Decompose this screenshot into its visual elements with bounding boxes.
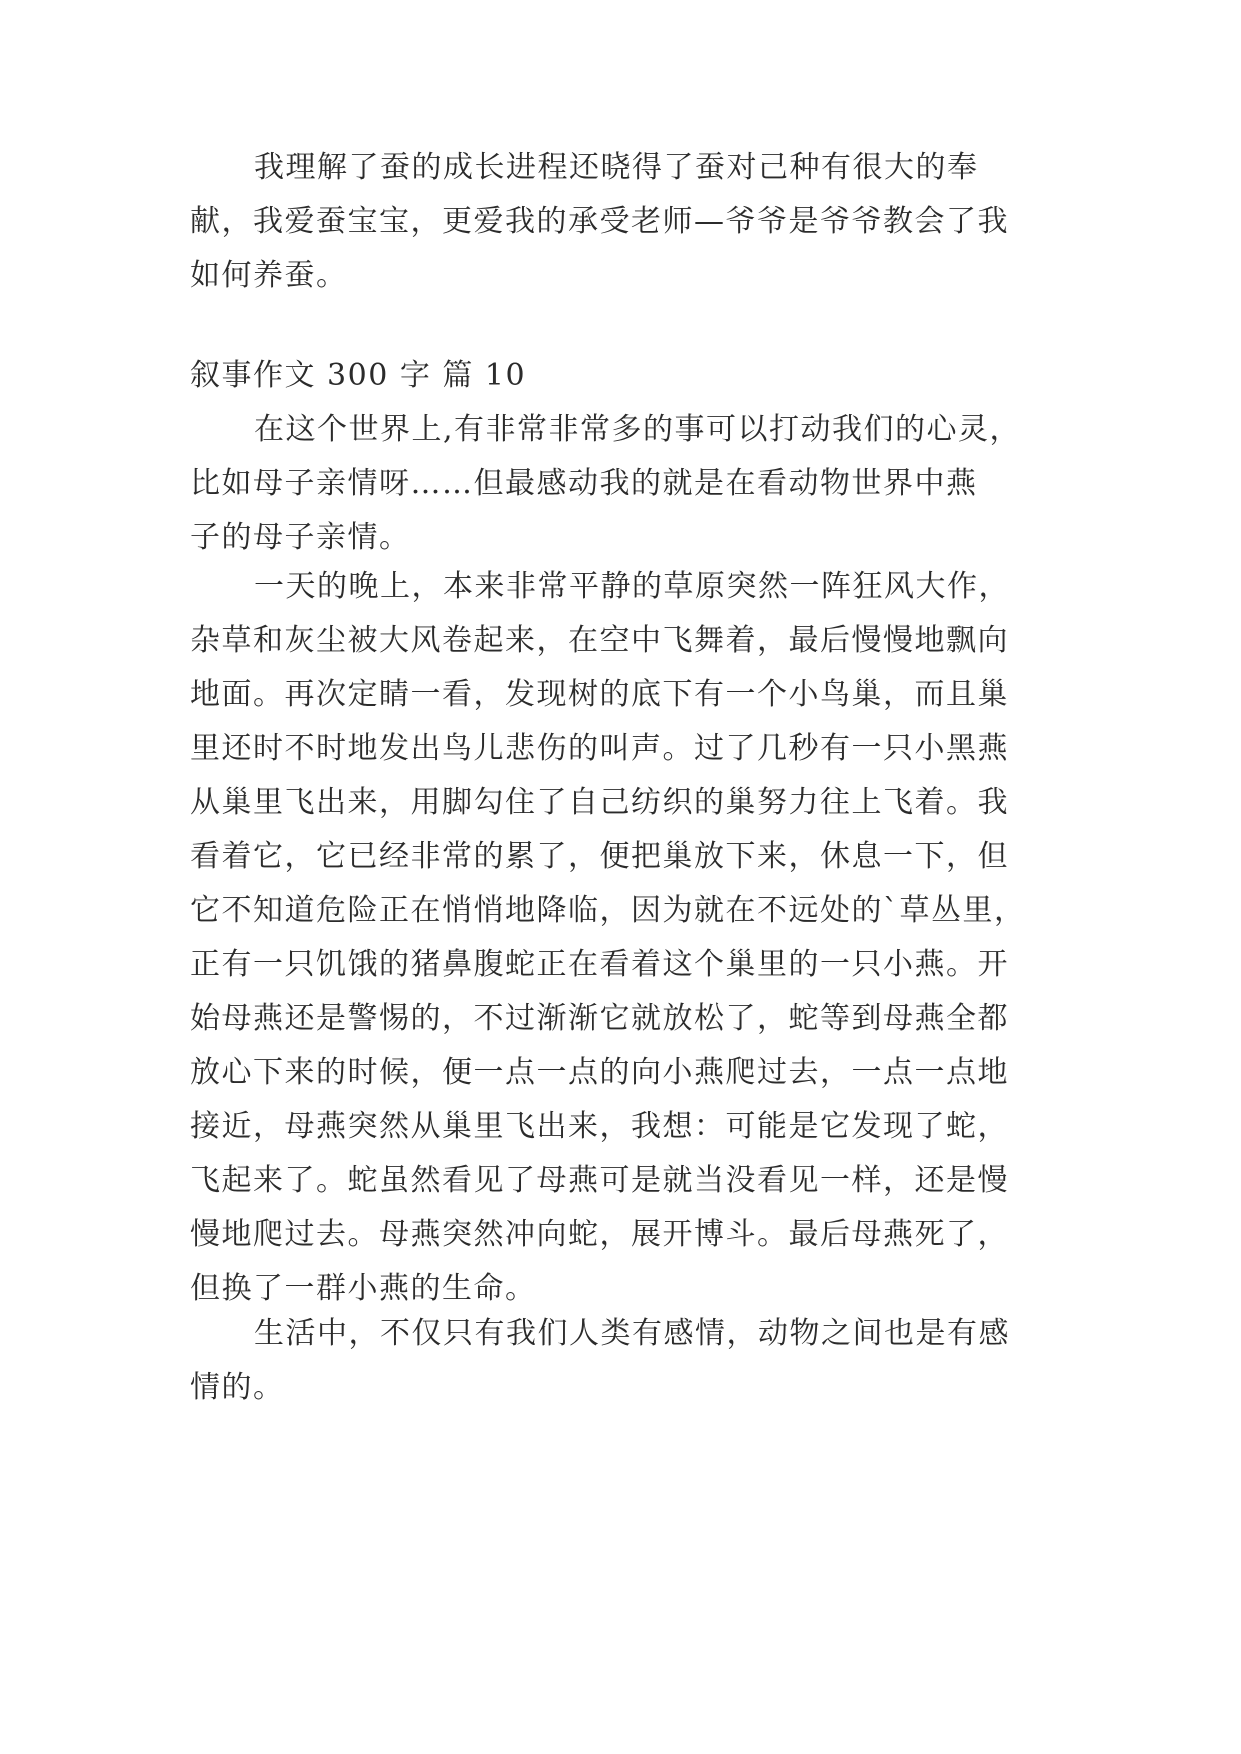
paragraph-line: 子的母子亲情。 [190,520,411,555]
paragraph-line: 接近，母燕突然从巢里飞出来，我想：可能是它发现了蛇， [190,1109,1009,1144]
paragraph-line: 情的。 [190,1370,285,1405]
paragraph-line: 我理解了蚕的成长进程还晓得了蚕对己种有很大的奉 [254,150,979,185]
paragraph-line: 杂草和灰尘被大风卷起来，在空中飞舞着，最后慢慢地飘向 [190,623,1009,658]
paragraph-line: 飞起来了。蛇虽然看见了母燕可是就当没看见一样，还是慢 [190,1163,1009,1198]
paragraph-line: 如何养蚕。 [190,258,348,293]
paragraph-line: 但换了一群小燕的生命。 [190,1271,537,1306]
paragraph-line: 正有一只饥饿的猪鼻腹蛇正在看着这个巢里的一只小燕。开 [190,947,1009,982]
paragraph-line: 地面。再次定睛一看，发现树的底下有一个小鸟巢，而且巢 [190,677,1009,712]
paragraph-line: 一天的晚上，本来非常平静的草原突然一阵狂风大作， [254,569,1010,604]
paragraph-line: 放心下来的时候，便一点一点的向小燕爬过去，一点一点地 [190,1055,1009,1090]
paragraph-line: 它不知道危险正在悄悄地降临，因为就在不远处的`草丛里， [190,893,1026,928]
paragraph-line: 生活中，不仅只有我们人类有感情，动物之间也是有感 [254,1316,1010,1351]
paragraph-line: 看着它，它已经非常的累了，便把巢放下来，休息一下，但 [190,839,1009,874]
paragraph-line: 在这个世界上,有非常非常多的事可以打动我们的心灵， [254,412,1022,447]
paragraph-line: 从巢里飞出来，用脚勾住了自己纺织的巢努力往上飞着。我 [190,785,1009,820]
paragraph-line: 始母燕还是警惕的，不过渐渐它就放松了，蛇等到母燕全都 [190,1001,1009,1036]
section-heading: 叙事作文 300 字 篇 10 [190,358,527,393]
paragraph-line: 慢地爬过去。母燕突然冲向蛇，展开博斗。最后母燕死了， [190,1217,1009,1252]
paragraph-line: 献，我爱蚕宝宝，更爱我的承受老师—爷爷是爷爷教会了我 [190,204,1009,239]
paragraph-line: 比如母子亲情呀……但最感动我的就是在看动物世界中燕 [190,466,978,501]
paragraph-line: 里还时不时地发出鸟儿悲伤的叫声。过了几秒有一只小黑燕 [190,731,1009,766]
